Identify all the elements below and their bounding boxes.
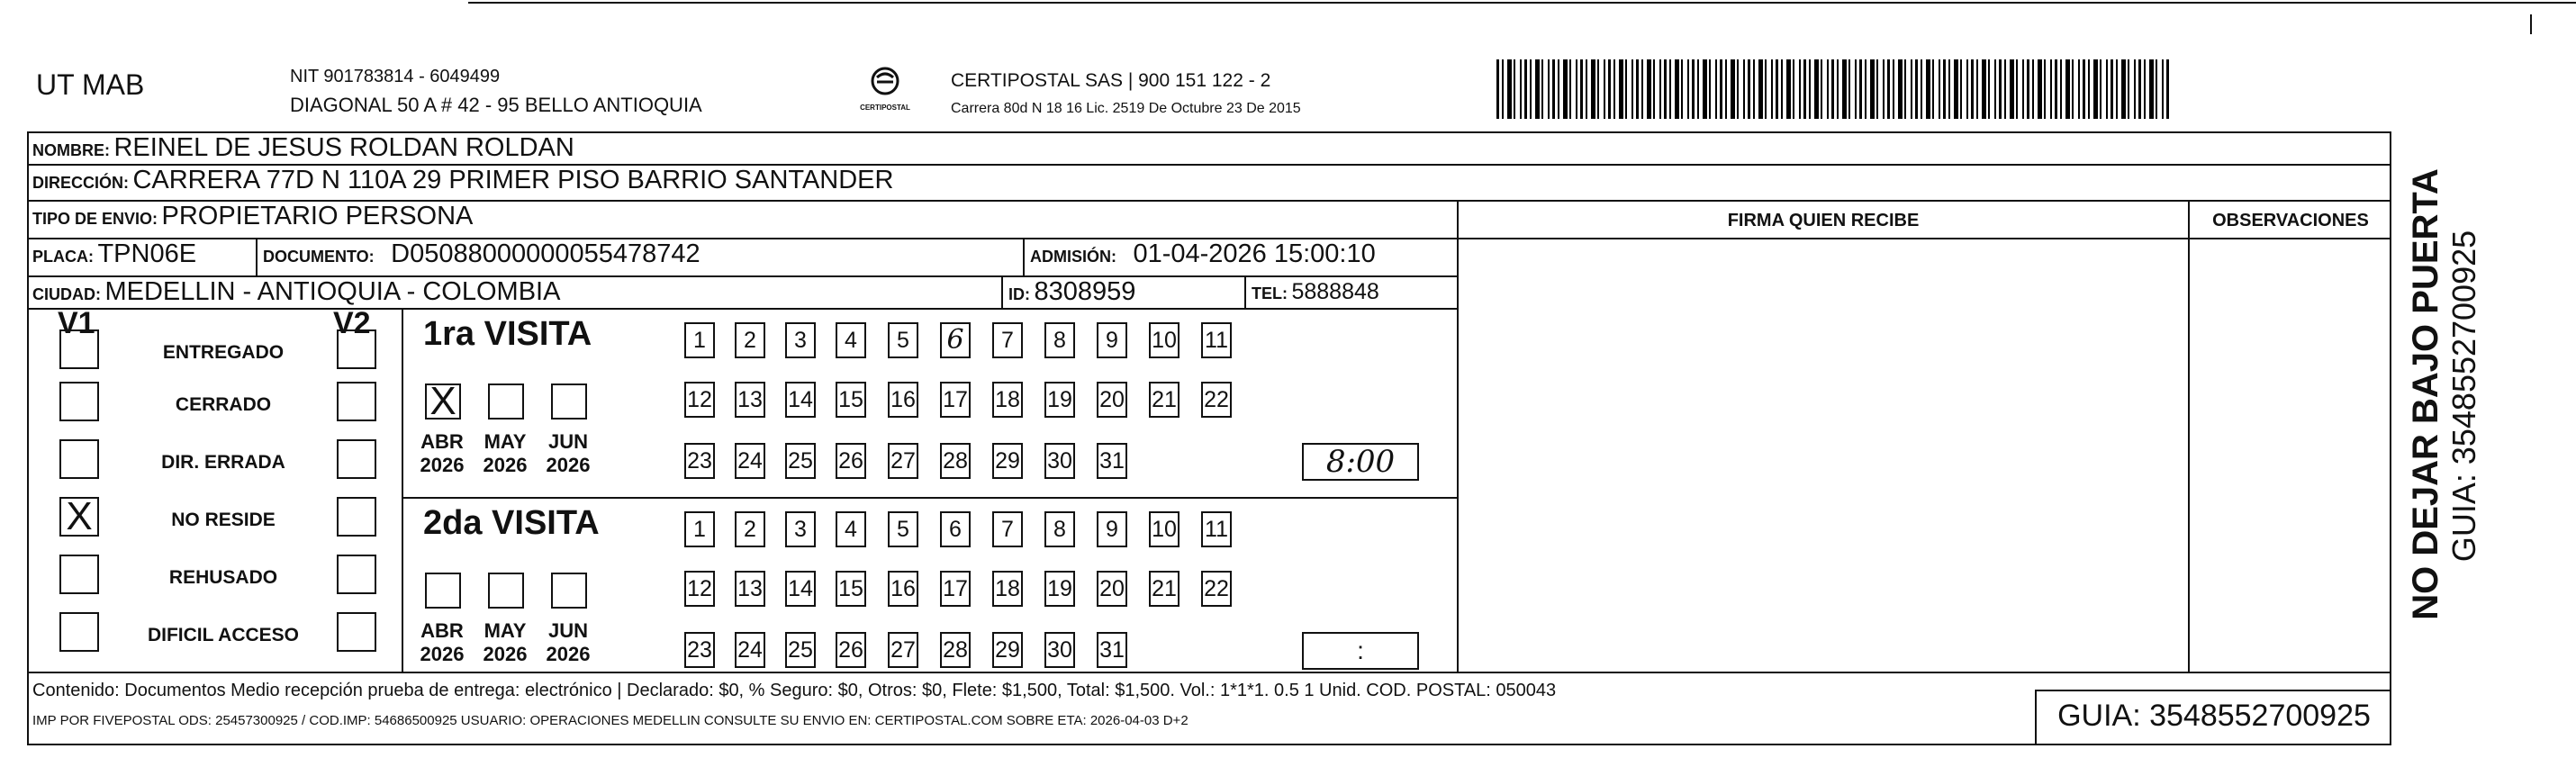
admision-label: ADMISIÓN: <box>1030 248 1116 266</box>
day-box[interactable]: 6 <box>940 511 971 547</box>
certipostal-line1: CERTIPOSTAL SAS | 900 151 122 - 2 <box>951 70 1271 91</box>
month-year: 2026 <box>546 643 591 665</box>
footer-print-info: IMP POR FIVEPOSTAL ODS: 25457300925 / COD.IMP: 54686500925 USUARIO: OPERACIONES MEDELLIN CONSULTE SU ENVIO EN: CERTIPOSTAL.COM SOBRE ETA: 2026-04-03 D+2 <box>32 713 1189 728</box>
visit-time-box[interactable]: : <box>1302 632 1419 670</box>
day-box[interactable]: 20 <box>1097 382 1127 418</box>
day-box[interactable]: 21 <box>1149 571 1180 607</box>
tel-label: TEL: <box>1252 284 1288 302</box>
tel-value: 5888848 <box>1291 279 1379 304</box>
month-name: JUN <box>547 619 588 642</box>
month-year: 2026 <box>546 454 591 476</box>
day-box[interactable]: 25 <box>785 443 816 479</box>
nombre-label: NOMBRE: <box>32 141 110 159</box>
month-label <box>474 430 537 477</box>
observaciones-divider <box>2188 200 2190 672</box>
day-box[interactable]: 30 <box>1044 632 1075 668</box>
day-box[interactable]: 22 <box>1201 571 1232 607</box>
day-box[interactable]: 30 <box>1044 443 1075 479</box>
month-year: 2026 <box>420 454 465 476</box>
day-box[interactable]: 10 <box>1149 322 1180 358</box>
month-label <box>411 619 474 666</box>
day-box[interactable]: 15 <box>836 382 866 418</box>
barcode <box>1496 59 2170 119</box>
tel-row <box>1252 279 1379 305</box>
id-label: ID: <box>1008 285 1030 303</box>
month-checkbox[interactable] <box>425 379 461 423</box>
placa-row <box>32 239 196 269</box>
day-box[interactable]: 19 <box>1044 571 1075 607</box>
ciudad-label: CIUDAD: <box>32 285 101 303</box>
checkbox-mark: X <box>66 494 93 538</box>
day-box[interactable]: 26 <box>836 443 866 479</box>
day-box[interactable]: 12 <box>684 382 715 418</box>
nombre-row <box>32 133 574 163</box>
day-box[interactable]: 24 <box>735 443 765 479</box>
day-box[interactable]: 18 <box>992 571 1023 607</box>
day-box[interactable]: 1 <box>684 511 715 547</box>
day-box[interactable]: 23 <box>684 632 715 668</box>
day-box[interactable]: 4 <box>836 322 866 358</box>
tipo-label: TIPO DE ENVIO: <box>32 210 158 228</box>
day-box[interactable]: 15 <box>836 571 866 607</box>
footer-content: Contenido: Documentos Medio recepción prueba de entrega: electrónico | Declarado: $0, % Seguro: $0, Otros: $0, Flete: $1,500, Total: $1,500. Vol.: 1*1*1. 0.5 1 Unid. COD. POSTAL: 050043 <box>32 681 1557 700</box>
v1-label: V1 <box>58 306 95 340</box>
checkbox-mark: X <box>429 379 456 423</box>
day-box[interactable]: 25 <box>785 632 816 668</box>
day-box[interactable]: 29 <box>992 632 1023 668</box>
rule <box>1457 238 2391 239</box>
visit-time-box[interactable]: 8:00 <box>1302 443 1419 481</box>
id-row <box>1008 277 1135 307</box>
day-box[interactable]: 28 <box>940 443 971 479</box>
day-box[interactable]: 10 <box>1149 511 1180 547</box>
month-checkbox[interactable] <box>488 383 524 420</box>
day-box[interactable]: 6 <box>940 322 971 358</box>
day-box[interactable]: 2 <box>735 322 765 358</box>
v2-checkbox[interactable] <box>337 382 376 421</box>
day-box[interactable]: 4 <box>836 511 866 547</box>
status-option-label: ENTREGADO <box>162 342 285 363</box>
month-name: JUN <box>547 430 588 453</box>
day-box[interactable]: 9 <box>1097 322 1127 358</box>
documento-row <box>263 239 700 269</box>
nombre-value: REINEL DE JESUS ROLDAN ROLDAN <box>113 133 574 162</box>
status-option-label: DIR. ERRADA <box>161 452 285 473</box>
day-box[interactable]: 8 <box>1044 511 1075 547</box>
ciudad-value: MEDELLIN - ANTIOQUIA - COLOMBIA <box>104 277 561 306</box>
month-checkbox[interactable] <box>425 573 461 609</box>
corner-mark <box>2530 14 2532 34</box>
day-box[interactable]: 16 <box>888 382 918 418</box>
certipostal-logo-icon <box>867 65 903 101</box>
day-box[interactable]: 13 <box>735 382 765 418</box>
direccion-label: DIRECCIÓN: <box>32 174 129 192</box>
rule <box>1244 275 1246 308</box>
placa-label: PLACA: <box>32 248 94 266</box>
day-box[interactable]: 24 <box>735 632 765 668</box>
v1-checkbox[interactable] <box>59 329 99 369</box>
certipostal-line2: Carrera 80d N 18 16 Lic. 2519 De Octubre 23 De 2015 <box>951 101 1301 116</box>
day-box[interactable]: 11 <box>1201 322 1232 358</box>
day-box[interactable]: 14 <box>785 382 816 418</box>
day-box[interactable]: 29 <box>992 443 1023 479</box>
day-box[interactable]: 22 <box>1201 382 1232 418</box>
tipo-value: PROPIETARIO PERSONA <box>161 202 474 230</box>
day-box[interactable]: 28 <box>940 632 971 668</box>
rule <box>1023 238 1025 275</box>
day-box[interactable]: 5 <box>888 322 918 358</box>
v2-checkbox[interactable] <box>337 612 376 652</box>
side-warning: NO DEJAR BAJO PUERTA <box>2406 168 2445 620</box>
company-nit: NIT 901783814 - 6049499 <box>290 67 501 86</box>
v2-checkbox[interactable] <box>337 439 376 479</box>
observaciones-label: OBSERVACIONES <box>2212 211 2369 230</box>
month-label <box>411 430 474 477</box>
day-box[interactable]: 3 <box>785 511 816 547</box>
status-option-label: REHUSADO <box>168 567 278 588</box>
month-checkbox[interactable] <box>551 573 587 609</box>
documento-label: DOCUMENTO: <box>263 248 375 266</box>
day-box[interactable]: 26 <box>836 632 866 668</box>
side-guia: GUIA: 3548552700925 <box>2445 230 2482 563</box>
rule <box>402 497 1459 499</box>
id-value: 8308959 <box>1034 277 1136 306</box>
month-checkbox[interactable] <box>551 383 587 420</box>
footer-guia: GUIA: 3548552700925 <box>2057 699 2371 733</box>
day-box[interactable]: 17 <box>940 571 971 607</box>
month-name: ABR <box>420 430 464 453</box>
month-name: MAY <box>484 619 527 642</box>
month-name: ABR <box>420 619 464 642</box>
day-box[interactable]: 31 <box>1097 632 1127 668</box>
day-box[interactable]: 31 <box>1097 443 1127 479</box>
admision-value: 01-04-2026 15:00:10 <box>1133 239 1376 268</box>
day-box[interactable]: 21 <box>1149 382 1180 418</box>
day-box[interactable]: 27 <box>888 632 918 668</box>
v1-checkbox[interactable] <box>59 612 99 652</box>
day-box[interactable]: 5 <box>888 511 918 547</box>
top-rule <box>468 2 2576 4</box>
v1-checkbox[interactable] <box>59 555 99 594</box>
day-box[interactable]: 27 <box>888 443 918 479</box>
month-label <box>474 619 537 666</box>
day-box[interactable]: 19 <box>1044 382 1075 418</box>
status-option-label: NO RESIDE <box>171 510 276 530</box>
firma-label: FIRMA QUIEN RECIBE <box>1727 211 1920 230</box>
day-box[interactable]: 23 <box>684 443 715 479</box>
company-name: UT MAB <box>36 68 145 101</box>
rule <box>1001 275 1003 308</box>
rule <box>27 308 1459 310</box>
admision-row <box>1030 239 1376 269</box>
day-box[interactable]: 2 <box>735 511 765 547</box>
tipo-row <box>32 202 473 231</box>
v2-checkbox[interactable] <box>337 497 376 537</box>
month-checkbox[interactable] <box>488 573 524 609</box>
rule <box>2035 690 2037 745</box>
month-year: 2026 <box>483 454 528 476</box>
day-box[interactable]: 11 <box>1201 511 1232 547</box>
visit-title: 2da VISITA <box>423 504 600 542</box>
status-option-label: CERRADO <box>175 394 272 415</box>
month-name: MAY <box>484 430 527 453</box>
rule <box>2035 690 2391 691</box>
rule <box>402 308 403 672</box>
rule <box>27 672 2391 673</box>
v1-checkbox[interactable] <box>59 439 99 479</box>
documento-value: D05088000000055478742 <box>391 239 700 268</box>
day-box[interactable]: 3 <box>785 322 816 358</box>
month-year: 2026 <box>483 643 528 665</box>
month-label <box>537 430 600 477</box>
day-box[interactable]: 9 <box>1097 511 1127 547</box>
day-box[interactable]: 1 <box>684 322 715 358</box>
direccion-row <box>32 166 893 195</box>
month-year: 2026 <box>420 643 465 665</box>
day-box[interactable]: 17 <box>940 382 971 418</box>
status-option-label: DIFICIL ACCESO <box>147 625 299 645</box>
day-box[interactable]: 14 <box>785 571 816 607</box>
direccion-value: CARRERA 77D N 110A 29 PRIMER PISO BARRIO SANTANDER <box>132 166 894 194</box>
rule <box>256 238 258 275</box>
day-box[interactable]: 20 <box>1097 571 1127 607</box>
logo-text: CERTIPOSTAL <box>860 104 910 112</box>
firma-divider <box>1457 200 1459 672</box>
day-box[interactable]: 7 <box>992 322 1023 358</box>
month-label <box>537 619 600 666</box>
day-box[interactable]: 18 <box>992 382 1023 418</box>
day-box[interactable]: 7 <box>992 511 1023 547</box>
day-box[interactable]: 8 <box>1044 322 1075 358</box>
v2-label: V2 <box>333 306 371 340</box>
v1-checkbox[interactable] <box>59 382 99 421</box>
ciudad-row <box>32 277 560 307</box>
day-box[interactable]: 12 <box>684 571 715 607</box>
visit-title: 1ra VISITA <box>423 315 592 353</box>
day-box[interactable]: 16 <box>888 571 918 607</box>
day-box[interactable]: 13 <box>735 571 765 607</box>
v1-checkbox[interactable] <box>59 494 99 538</box>
placa-value: TPN06E <box>97 239 197 268</box>
v2-checkbox[interactable] <box>337 329 376 369</box>
company-address: DIAGONAL 50 A # 42 - 95 BELLO ANTIOQUIA <box>290 94 702 116</box>
certipostal-logo <box>860 65 910 119</box>
v2-checkbox[interactable] <box>337 555 376 594</box>
